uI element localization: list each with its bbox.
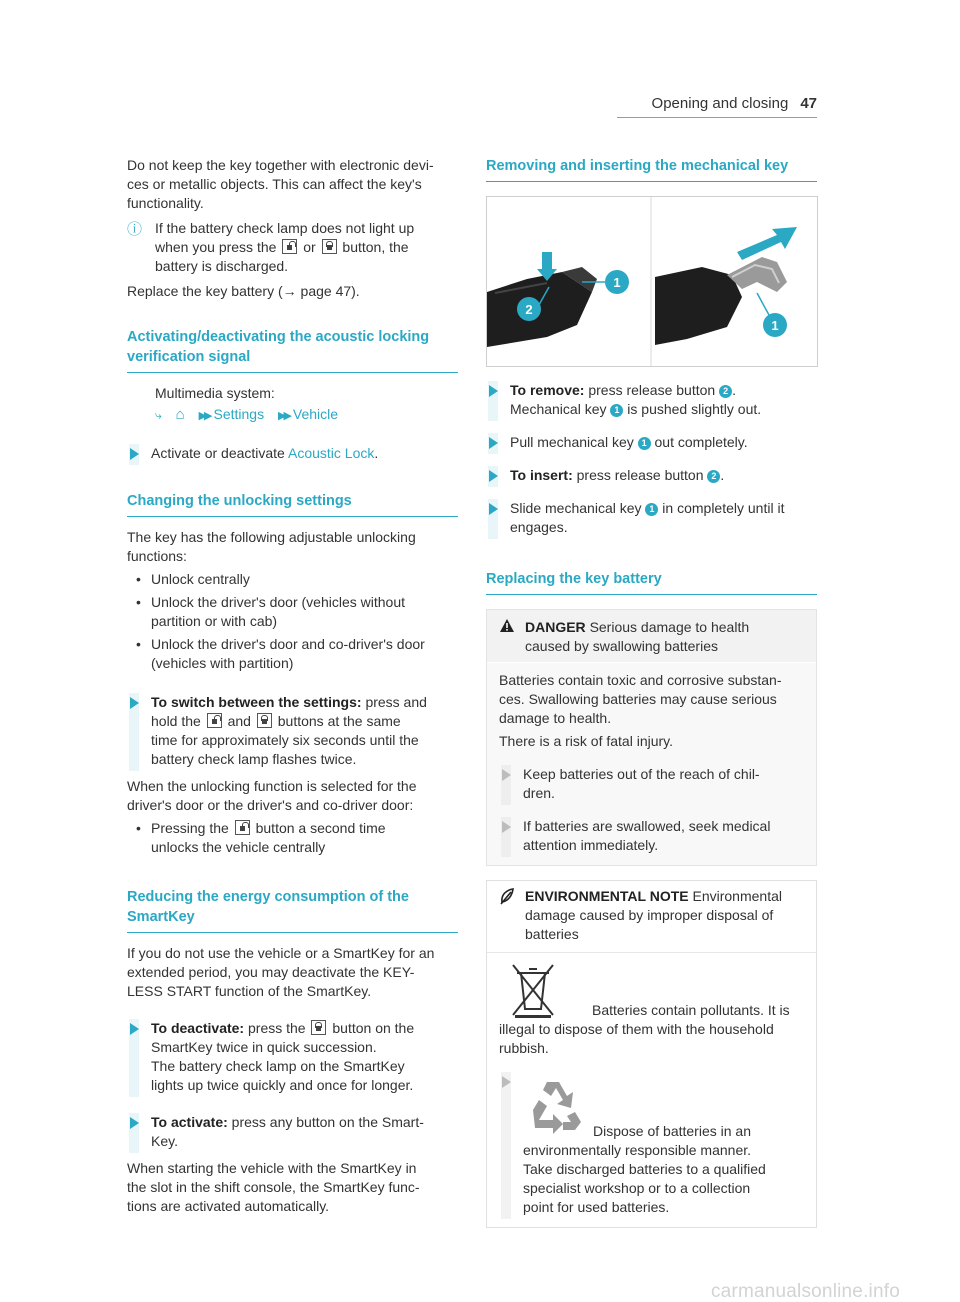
callout-2-badge: 2 <box>719 385 732 398</box>
heading-mechanical-key: Removing and inserting the mechanical key <box>486 156 817 182</box>
environmental-body: Batteries contain pollutants. It is illegal to dispose of them with the household rubbish. Dispose of batteries in an environmentally responsible manner. Take discharged batteries to a qualified specialist workshop or to a collection point for used batteries. <box>487 953 816 1227</box>
right-column <box>486 156 817 1228</box>
section-title: Opening and closing <box>651 95 789 112</box>
step-acoustic: Activate or deactivate Acoustic Lock. <box>127 444 458 463</box>
heading-key-battery: Replacing the key battery <box>486 569 817 595</box>
step-activate: To activate: press any button on the Smart- Key. <box>127 1113 458 1151</box>
bullet-icon: • <box>136 820 141 836</box>
step-arrow-icon <box>130 1023 139 1035</box>
step-arrow-icon <box>489 437 498 449</box>
environmental-box <box>486 880 817 1228</box>
multimedia-label: Multimedia system: <box>155 385 275 401</box>
callout-1-badge: 1 <box>638 437 651 450</box>
warning-icon <box>499 618 515 633</box>
info-icon: ⓘ <box>127 221 143 238</box>
step-arrow-icon <box>489 470 498 482</box>
list-item: • Unlock the driver's door (vehicles without partition or with cab) <box>136 594 406 629</box>
callout-1-badge: 1 <box>645 503 658 516</box>
lock-button-icon <box>257 713 272 728</box>
heading-acoustic: Activating/deactivating the acoustic locking verification signal <box>127 327 458 373</box>
leaf-icon <box>499 887 515 905</box>
unlock-button-icon <box>207 713 222 728</box>
bullet-icon: • <box>136 594 141 610</box>
selected-paragraph: When the unlocking function is selected for the driver's door or the driver's and co-driver door: <box>127 778 417 813</box>
starting-paragraph: When starting the vehicle with the SmartKey in the slot in the shift console, the SmartKey func- tions are activated automatically. <box>127 1160 420 1214</box>
lock-button-icon <box>322 239 337 254</box>
menu-arrow-icon: ⤷ <box>155 408 162 422</box>
svg-text:1: 1 <box>771 318 779 333</box>
menu-settings[interactable]: Settings <box>213 406 265 422</box>
list-item: • Pressing the button a second time unlocks the vehicle centrally <box>136 820 386 855</box>
svg-text:2: 2 <box>525 302 533 317</box>
environmental-header: ENVIRONMENTAL NOTE Environmental damage caused by improper disposal of batteries <box>487 881 816 953</box>
step-seek-medical: If batteries are swallowed, seek medical attention immediately. <box>499 817 804 855</box>
acoustic-lock-link[interactable]: Acoustic Lock <box>287 445 375 461</box>
page-link[interactable]: → page 47). <box>282 283 360 299</box>
key-figure <box>486 196 818 367</box>
replace-reference: Replace the key battery (→ page 47). <box>127 283 360 299</box>
heading-energy: Reducing the energy consumption of the SmartKey <box>127 887 458 933</box>
callout-1-badge: 1 <box>610 404 623 417</box>
step-deactivate: To deactivate: press the button on the SmartKey twice in quick succession. The battery check lamp on the SmartKey lights up twice quickly and once for longer. <box>127 1019 458 1095</box>
heading-unlocking: Changing the unlocking settings <box>127 491 458 517</box>
step-arrow-icon <box>130 1117 139 1129</box>
list-item: • Unlock centrally <box>136 571 250 587</box>
step-pull: Pull mechanical key 1 out completely. <box>486 433 817 452</box>
page-header <box>457 94 817 113</box>
step-arrow-icon <box>130 697 139 709</box>
unlock-button-icon <box>235 820 250 835</box>
battery-note: ⓘ If the battery check lamp does not light up when you press the or button, the battery is discharged. <box>127 220 415 274</box>
unlock-intro: The key has the following adjustable unlocking functions: <box>127 529 416 564</box>
step-insert: To insert: press release button 2 . <box>486 466 817 485</box>
unlock-button-icon <box>282 239 297 254</box>
watermark: carmanualsonline.info <box>710 1281 900 1302</box>
header-divider <box>617 117 817 118</box>
lock-button-icon <box>311 1020 326 1035</box>
step-slide: Slide mechanical key 1 in completely until it engages. <box>486 499 817 537</box>
step-switch-settings: To switch between the settings: press and hold the and buttons at the same time for approximately six seconds until the battery check lamp flashes twice. <box>127 693 458 769</box>
step-remove: To remove: press release button 2 . Mechanical key 1 is pushed slightly out. <box>486 381 817 419</box>
chevron-double-icon: ▶▶ <box>277 410 289 422</box>
danger-body: Batteries contain toxic and corrosive substan- ces. Swallowing batteries may cause serious damage to health. There is a risk of fatal injury. Keep batteries out of the reach of chil- dren. If batteries are swallowed, seek medical attention immediately. <box>487 663 816 865</box>
step-keep-away: Keep batteries out of the reach of chil- dren. <box>499 765 804 803</box>
step-arrow-icon <box>489 385 498 397</box>
list-item: • Unlock the driver's door and co-driver's door (vehicles with partition) <box>136 636 425 671</box>
step-arrow-icon <box>502 1076 511 1088</box>
callout-2-badge: 2 <box>707 470 720 483</box>
key-illustration <box>487 197 817 366</box>
danger-box <box>486 609 817 866</box>
svg-text:1: 1 <box>613 275 621 290</box>
step-arrow-icon <box>489 503 498 515</box>
menu-vehicle[interactable]: Vehicle <box>292 406 339 422</box>
step-arrow-icon <box>502 769 511 781</box>
left-column <box>127 156 458 1216</box>
step-dispose: Dispose of batteries in an environmentally responsible manner. Take discharged batteries to a qualified specialist workshop or to a collection point for used batteries. <box>499 1072 804 1217</box>
chevron-double-icon: ▶▶ <box>198 410 210 422</box>
step-arrow-icon <box>130 448 139 460</box>
step-arrow-icon <box>502 821 511 833</box>
menu-path <box>127 405 458 426</box>
home-icon[interactable]: ⌂ <box>175 406 185 423</box>
intro-paragraph: Do not keep the key together with electronic devi- ces or metallic objects. This can affect the key's functionality. <box>127 157 434 211</box>
energy-paragraph: If you do not use the vehicle or a SmartKey for an extended period, you may deactivate the KEY- LESS START function of the SmartKey. <box>127 945 435 999</box>
bullet-icon: • <box>136 636 141 652</box>
page-number: 47 <box>800 95 817 112</box>
bullet-icon: • <box>136 571 141 587</box>
danger-header: DANGER Serious damage to health caused by swallowing batteries <box>487 610 816 663</box>
